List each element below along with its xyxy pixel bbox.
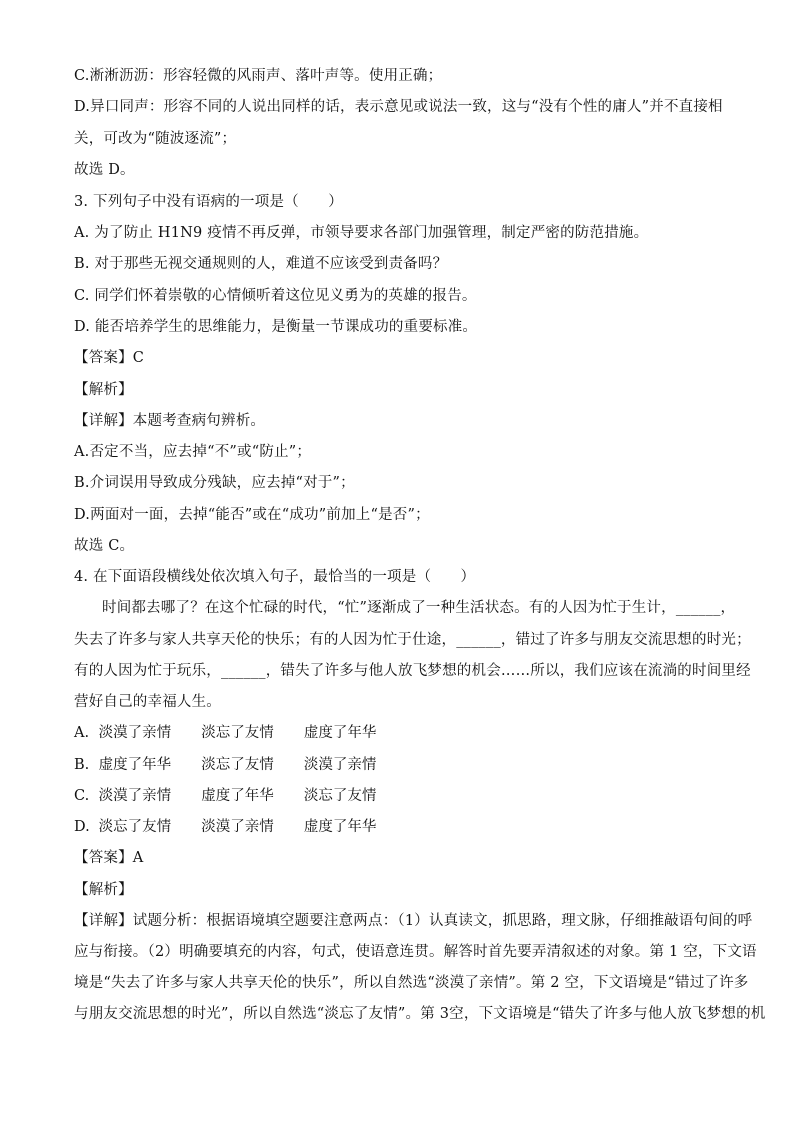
question-3-detail: 【详解】本题考查病句辨析。: [74, 413, 266, 429]
question-4-passage-line: 营好自己的幸福人生。: [74, 694, 221, 710]
option-label: A.: [74, 725, 90, 741]
question-4-analysis-heading: 【解析】: [74, 882, 133, 898]
option-blank-1: 虚度了年华: [98, 757, 172, 773]
question-4-passage-line: 失去了许多与家人共享天伦的快乐；有的人因为忙于仕途，______，错过了许多与朋友交流思想的时光；: [74, 632, 751, 648]
option-blank-1: 淡漠了亲情: [98, 725, 172, 741]
explanation-line-d-cont: 关，可改为“随波逐流”；: [74, 131, 237, 147]
question-4-detail-line: 与朋友交流思想的时光”，所以自然选“淡忘了友情”。第 3空，下文语境是“错失了许多与他人放飞梦想的机: [74, 1006, 766, 1022]
conclusion-line: 故选 D。: [74, 162, 135, 178]
question-4-option-a: [74, 723, 402, 743]
option-blank-3: 淡漠了亲情: [303, 757, 377, 773]
question-4-option-c: [74, 786, 402, 806]
question-4-answer: 【答案】A: [74, 850, 144, 866]
option-blank-1: 淡漠了亲情: [98, 788, 172, 804]
option-label: D.: [74, 819, 90, 835]
question-3-stem: 3. 下列句子中没有语病的一项是（ ）: [74, 194, 343, 210]
option-blank-2: 虚度了年华: [201, 788, 274, 804]
explanation-line-d: D.异口同声：形容不同的人说出同样的话，表示意见或说法一致，这与“没有个性的庸人”并不直接相: [74, 99, 723, 115]
question-3-conclusion: 故选 C。: [74, 538, 135, 554]
question-3-option-d: D. 能否培养学生的思维能力，是衡量一节课成功的重要标准。: [74, 319, 478, 335]
question-4-detail-line: 【详解】试题分析：根据语境填空题要注意两点：（1）认真读文，抓思路，理文脉，仔细推敲语句间的呼: [74, 913, 753, 929]
option-blank-2: 淡漠了亲情: [201, 819, 274, 835]
question-4-stem: 4. 在下面语段横线处依次填入句子，最恰当的一项是（ ）: [74, 569, 476, 585]
option-label: B.: [74, 757, 90, 773]
question-4-detail-line: 应与衔接。（2）明确要填充的内容，句式，使语意连贯。解答时首先要弄清叙述的对象。第 1 空，下文语: [74, 944, 757, 960]
option-blank-1: 淡忘了友情: [98, 819, 172, 835]
option-blank-2: 淡忘了友情: [201, 757, 274, 773]
question-3-answer: 【答案】C: [74, 350, 145, 366]
question-3-option-c: C. 同学们怀着崇敬的心情倾听着这位见义勇为的英雄的报告。: [74, 288, 477, 304]
question-3-explain-d: D.两面对一面，去掉“能否”或在“成功”前加上“是否”；: [74, 507, 430, 523]
question-4-option-b: [74, 755, 402, 775]
question-4-passage-line: 时间都去哪了？在这个忙碌的时代，“忙”逐渐成了一种生活状态。有的人因为忙于生计，______，: [102, 600, 736, 616]
explanation-line-c: C.淅淅沥沥：形容轻微的风雨声、落叶声等。使用正确；: [74, 68, 443, 84]
question-4-option-d: [74, 817, 402, 837]
question-4-detail-line: 境是“失去了许多与家人共享天伦的快乐”，所以自然选“淡漠了亲情”。第 2 空，下文语境是“错过了许多: [74, 975, 749, 991]
question-3-option-b: B. 对于那些无视交通规则的人，难道不应该受到责备吗？: [74, 256, 448, 272]
option-label: C.: [74, 788, 90, 804]
option-blank-3: 虚度了年华: [303, 725, 377, 741]
question-3-explain-a: A.否定不当，应去掉“不”或“防止”；: [74, 444, 312, 460]
question-3-analysis-heading: 【解析】: [74, 382, 133, 398]
option-blank-2: 淡忘了友情: [201, 725, 274, 741]
option-blank-3: 虚度了年华: [303, 819, 377, 835]
question-4-passage-line: 有的人因为忙于玩乐，______，错失了许多与他人放飞梦想的机会……所以，我们应该在流淌的时间里经: [74, 663, 751, 679]
question-3-explain-b: B.介词误用导致成分残缺，应去掉“对于”；: [74, 475, 355, 491]
question-3-option-a: A. 为了防止 H1N9 疫情不再反弹，市领导要求各部门加强管理，制定严密的防范措施。: [74, 225, 649, 241]
option-blank-3: 淡忘了友情: [303, 788, 377, 804]
